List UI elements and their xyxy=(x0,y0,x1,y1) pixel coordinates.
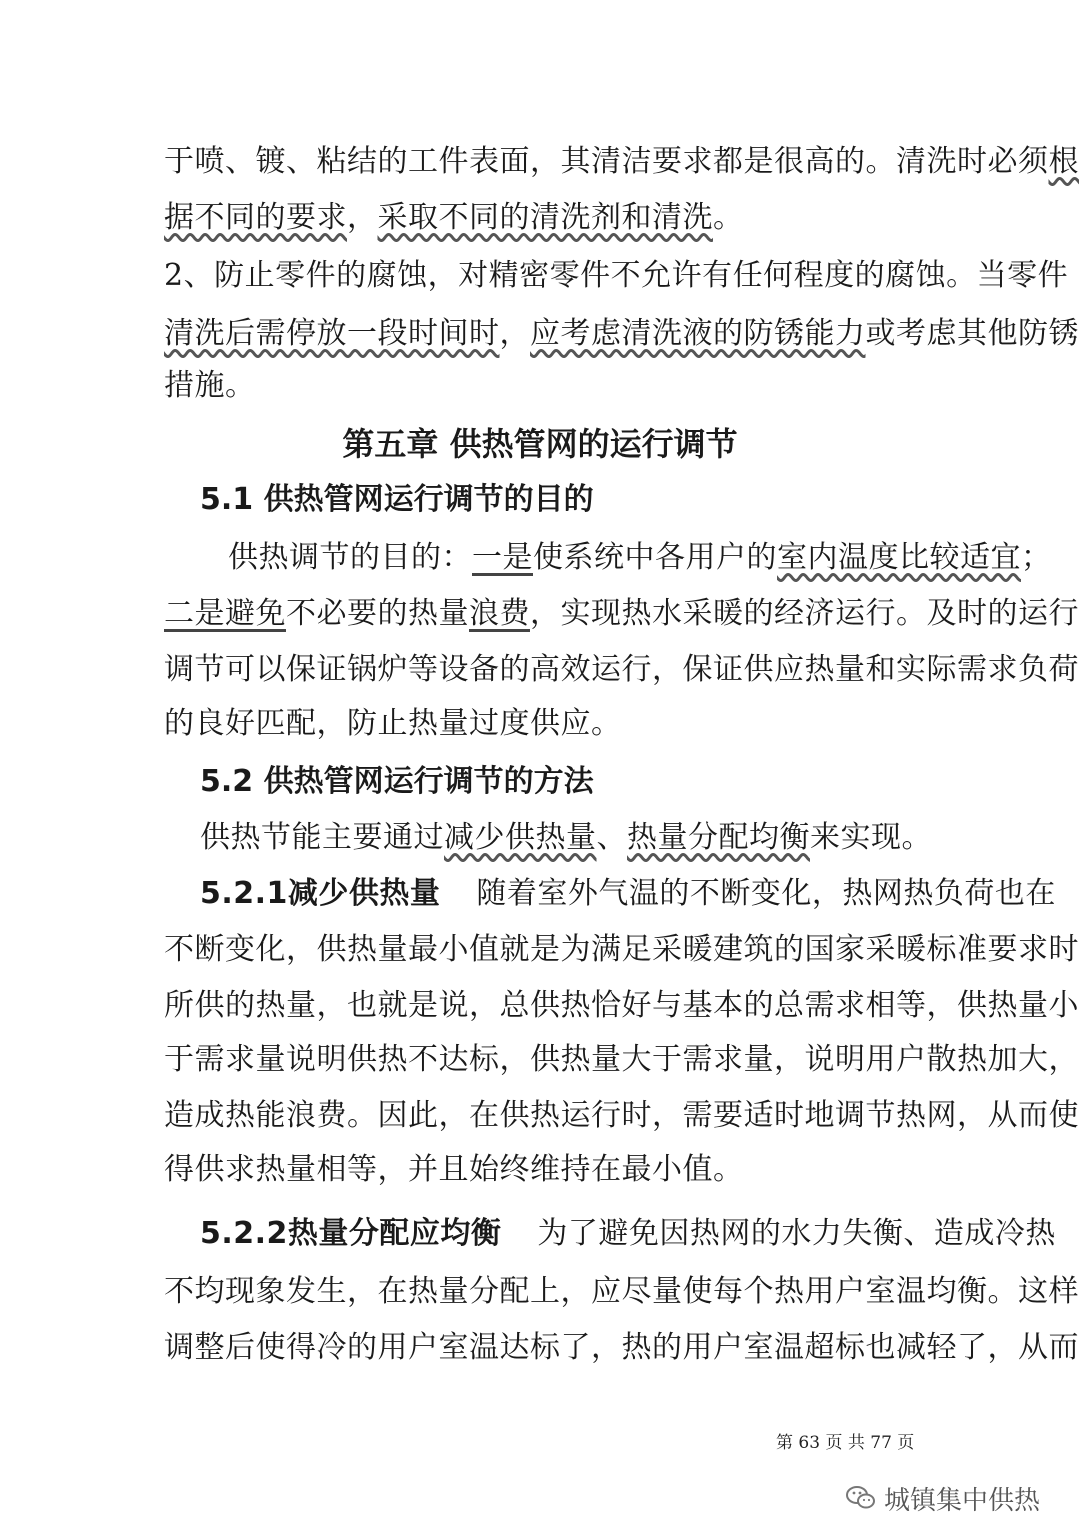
watermark-text: 城镇集中供热 xyxy=(884,1485,1041,1516)
text-span-underlined: 根 xyxy=(1048,144,1079,179)
text-line: 调节可以保证锅炉等设备的高效运行，保证供应热量和实际需求负荷 xyxy=(164,652,1079,687)
text-span: 供热调节的目的： xyxy=(228,540,472,575)
text-line: 2、防止零件的腐蚀，对精密零件不允许有任何程度的腐蚀。当零件 xyxy=(164,258,1069,293)
text-line xyxy=(200,1214,1056,1254)
text-span: ； xyxy=(1021,540,1052,575)
section-heading: 5.1 供热管网运行调节的目的 xyxy=(200,482,594,517)
text-line xyxy=(200,818,960,858)
text-span: ， xyxy=(347,200,378,235)
subsection-heading: 5.2.2热量分配应均衡 xyxy=(200,1216,502,1251)
text-line: 于需求量说明供热不达标，供热量大于需求量，说明用户散热加大， xyxy=(164,1042,1079,1077)
text-line: 得供求热量相等，并且始终维持在最小值。 xyxy=(164,1152,744,1187)
text-span: 。 xyxy=(713,200,744,235)
text-line xyxy=(164,142,1079,182)
text-line: 不均现象发生，在热量分配上，应尽量使每个热用户室温均衡。这样 xyxy=(164,1274,1079,1309)
text-span-underlined: 室内温度比较适宜 xyxy=(777,540,1021,575)
text-line: 不断变化，供热量最小值就是为满足采暖建筑的国家采暖标准要求时 xyxy=(164,932,1079,967)
text-line: 的良好匹配，防止热量过度供应。 xyxy=(164,706,622,741)
text-span: 或考虑其他防锈 xyxy=(865,316,1079,351)
text-span: 、 xyxy=(596,820,627,855)
text-span: ，实现热水采暖的经济运行。及时的运行 xyxy=(530,596,1079,631)
text-line xyxy=(164,198,924,238)
text-span-underlined: 减少供热量 xyxy=(444,820,597,855)
text-span-underlined: 热量分配均衡 xyxy=(627,820,810,855)
wechat-icon xyxy=(846,1485,876,1511)
text-span: ， xyxy=(499,316,530,351)
text-span: 不必要的热量 xyxy=(286,596,469,631)
text-span-underlined: 浪费 xyxy=(469,596,530,631)
chapter-title: 第五章 供热管网的运行调节 xyxy=(342,425,738,463)
text-span-underlined: 据不同的要求 xyxy=(164,200,347,235)
text-span: 使系统中各用户的 xyxy=(533,540,777,575)
text-line: 造成热能浪费。因此，在供热运行时，需要适时地调节热网，从而使 xyxy=(164,1098,1079,1133)
text-span-underlined: 采取不同的清洗剂和清洗 xyxy=(377,200,713,235)
text-line xyxy=(164,314,1079,354)
text-span-underlined: 一是 xyxy=(472,540,533,575)
section-heading: 5.2 供热管网运行调节的方法 xyxy=(200,764,594,799)
text-span: 随着室外气温的不断变化，热网热负荷也在 xyxy=(476,876,1056,911)
text-span-underlined: 二是避免 xyxy=(164,596,286,631)
text-line xyxy=(228,538,1052,578)
text-span: 于喷、镀、粘结的工件表面，其清洁要求都是很高的。清洗时必须 xyxy=(164,144,1049,179)
text-span-underlined: 应考虑清洗液的防锈能力 xyxy=(530,316,866,351)
text-span: 为了避免因热网的水力失衡、造成冷热 xyxy=(537,1216,1056,1251)
subsection-heading: 5.2.1减少供热量 xyxy=(200,876,441,911)
watermark xyxy=(846,1480,1040,1516)
page-footer: 第 63 页 共 77 页 xyxy=(776,1433,915,1453)
text-line: 所供的热量，也就是说，总供热恰好与基本的总需求相等，供热量小 xyxy=(164,988,1079,1023)
text-span: 来实现。 xyxy=(810,820,932,855)
text-line xyxy=(164,594,1079,634)
text-span-underlined: 清洗后需停放一段时间时 xyxy=(164,316,500,351)
text-line xyxy=(200,874,1056,914)
text-line: 措施。 xyxy=(164,368,256,403)
text-span: 供热节能主要通过 xyxy=(200,820,444,855)
text-line: 调整后使得冷的用户室温达标了，热的用户室温超标也减轻了，从而 xyxy=(164,1330,1079,1365)
